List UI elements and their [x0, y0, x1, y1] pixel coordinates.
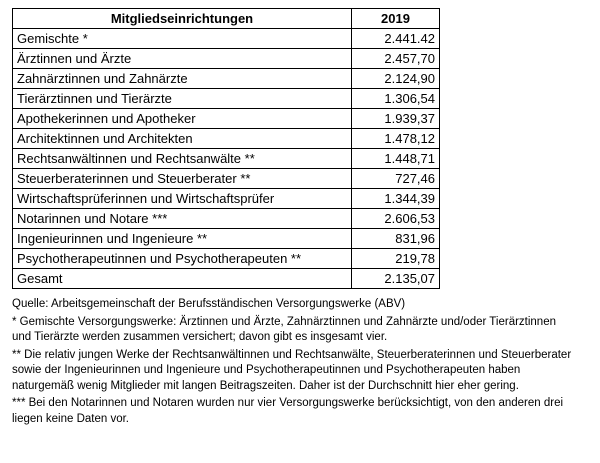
row-label: Gemischte * [13, 29, 352, 49]
table-row [13, 29, 440, 49]
row-value: 2.135,07 [352, 269, 440, 289]
row-value: 2.606,53 [352, 209, 440, 229]
row-label: Apothekerinnen und Apotheker [13, 109, 352, 129]
notes [12, 297, 572, 429]
table-row [13, 109, 440, 129]
table-row [13, 129, 440, 149]
table-row [13, 169, 440, 189]
table-row [13, 69, 440, 89]
table-header-row [13, 9, 440, 29]
table-row [13, 49, 440, 69]
row-value: 1.306,54 [352, 89, 440, 109]
row-label: Architektinnen und Architekten [13, 129, 352, 149]
row-value: 1.939,37 [352, 109, 440, 129]
table-row [13, 189, 440, 209]
footnote-2: ** Die relativ jungen Werke der Rechtsanwältinnen und Rechtsanwälte, Steuerberaterinnen und Steuerberater sowie der Ingenieurinnen und Ingenieure und Psychotherapeutinnen und Psychotherapeuten haben naturgemäß wenig Mitglieder mit langen Beitragszeiten. Daher ist der Durchschnitt hier eher gering. [12, 348, 572, 392]
row-label: Tierärztinnen und Tierärzte [13, 89, 352, 109]
row-value: 727,46 [352, 169, 440, 189]
row-value: 2.457,70 [352, 49, 440, 69]
data-table [12, 8, 440, 289]
row-value: 2.441.42 [352, 29, 440, 49]
header-label: Mitgliedseinrichtungen [13, 9, 352, 29]
row-label: Zahnärztinnen und Zahnärzte [13, 69, 352, 89]
row-value: 1.478,12 [352, 129, 440, 149]
row-label: Psychotherapeutinnen und Psychotherapeuten ** [13, 249, 352, 269]
table-body [13, 29, 440, 289]
row-value: 2.124,90 [352, 69, 440, 89]
table-row [13, 209, 440, 229]
row-label: Ärztinnen und Ärzte [13, 49, 352, 69]
row-label: Rechtsanwältinnen und Rechtsanwälte ** [13, 149, 352, 169]
table-row [13, 229, 440, 249]
row-label: Steuerberaterinnen und Steuerberater ** [13, 169, 352, 189]
table-row [13, 89, 440, 109]
row-value: 1.344,39 [352, 189, 440, 209]
table-row [13, 269, 440, 289]
table-row [13, 249, 440, 269]
row-label: Notarinnen und Notare *** [13, 209, 352, 229]
header-year: 2019 [352, 9, 440, 29]
footnote-1: * Gemischte Versorgungswerke: Ärztinnen und Ärzte, Zahnärztinnen und Zahnärzte und/oder Tierärztinnen und Tierärzte werden zusammen versichert; davon gibt es insgesamt vier. [12, 315, 556, 343]
row-value: 1.448,71 [352, 149, 440, 169]
footnote-3: *** Bei den Notarinnen und Notaren wurden nur vier Versorgungswerke berücksichtigt, von den anderen drei liegen keine Daten vor. [12, 397, 564, 425]
row-label: Wirtschaftsprüferinnen und Wirtschaftsprüfer [13, 189, 352, 209]
row-value: 219,78 [352, 249, 440, 269]
row-label: Gesamt [13, 269, 352, 289]
table-row [13, 149, 440, 169]
source-note: Quelle: Arbeitsgemeinschaft der Berufsständischen Versorgungswerke (ABV) [12, 298, 406, 310]
row-label: Ingenieurinnen und Ingenieure ** [13, 229, 352, 249]
row-value: 831,96 [352, 229, 440, 249]
